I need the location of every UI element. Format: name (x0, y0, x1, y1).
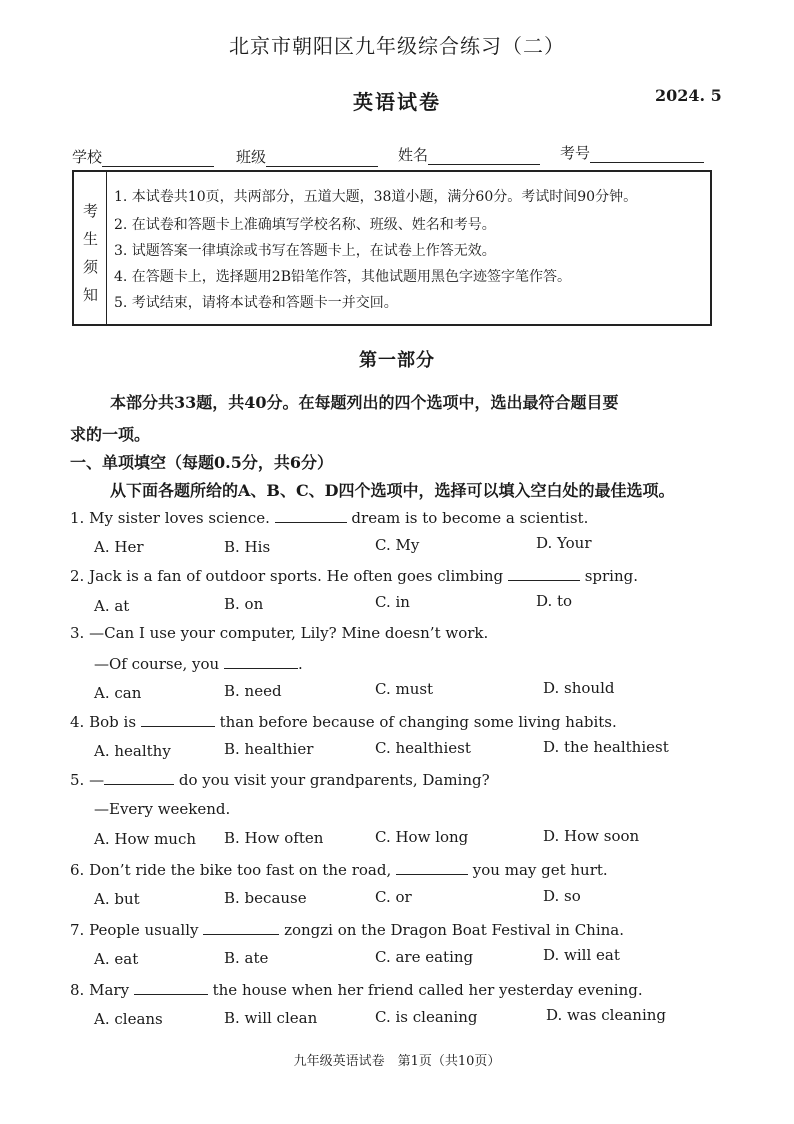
question-3-reply (94, 654, 303, 673)
question-number: 8. (70, 981, 85, 999)
option-c: C. or (375, 888, 412, 906)
question-text: dream is to become a scientist. (351, 509, 589, 527)
option-a: A. can (94, 684, 142, 702)
option-c: C. is cleaning (375, 1008, 478, 1026)
question-text: — (89, 771, 105, 789)
question-text: the house when her friend called her yesterday evening. (212, 981, 643, 999)
question-text: Mary (89, 981, 130, 999)
answer-blank (508, 566, 580, 581)
question-text: —Of course, you (94, 655, 220, 673)
notice-char: 知 (83, 286, 99, 304)
option-c: C. in (375, 593, 410, 611)
class-line (266, 165, 378, 167)
school-field (72, 146, 214, 167)
part-intro-line1: 本部分共33题，共40分。在每题列出的四个选项中，选出最符合题目要 (110, 393, 619, 412)
exam-date: 2024. 5 (655, 86, 722, 105)
notice-char: 生 (83, 230, 99, 248)
question-text: My sister loves science. (89, 509, 270, 527)
option-d: D. to (536, 592, 573, 610)
option-a: A. Her (94, 538, 144, 556)
question-number: 6. (70, 861, 85, 879)
notice-item: 4. 在答题卡上，选择题用2B铅笔作答，其他试题用黑色字迹签字笔作答。 (114, 269, 572, 285)
option-b: B. need (224, 682, 282, 700)
part-intro-line2: 求的一项。 (70, 425, 151, 444)
question-number: 4. (70, 713, 85, 731)
notice-item: 3. 试题答案一律填涂或书写在答题卡上，在试卷上作答无效。 (114, 243, 496, 259)
option-a: A. How much (94, 830, 197, 848)
question-7 (70, 920, 624, 939)
option-d: D. will eat (543, 946, 620, 964)
option-d: D. the healthiest (543, 738, 669, 756)
question-5-reply: —Every weekend. (94, 800, 231, 818)
answer-blank (224, 654, 298, 669)
question-3 (70, 624, 488, 642)
option-a: A. but (94, 890, 140, 908)
question-text: . (297, 655, 303, 673)
option-a: A. cleans (94, 1010, 163, 1028)
notice-char: 须 (83, 258, 99, 276)
question-6 (70, 860, 608, 879)
exam-no-label: 考号 (560, 144, 591, 162)
option-c: C. are eating (375, 948, 474, 966)
option-b: B. ate (224, 949, 269, 967)
question-text: Don’t ride the bike too fast on the road, (89, 861, 392, 879)
question-number: 1. (70, 509, 85, 527)
question-text: People usually (89, 921, 199, 939)
option-b: B. His (224, 538, 271, 556)
question-text: —Can I use your computer, Lily? Mine doesn’t work. (89, 624, 489, 642)
question-text: than before because of changing some living habits. (219, 713, 617, 731)
notice-item: 1. 本试卷共10页，共两部分，五道大题，38道小题，满分60分。考试时间90分钟。 (114, 189, 638, 205)
option-b: B. because (224, 889, 307, 907)
question-number: 5. (70, 771, 85, 789)
question-5 (70, 770, 490, 789)
answer-blank (396, 860, 468, 875)
question-text: zongzi on the Dragon Boat Festival in China. (284, 921, 625, 939)
option-b: B. healthier (224, 740, 314, 758)
answer-blank (203, 920, 279, 935)
section-instruction: 从下面各题所给的A、B、C、D四个选项中，选择可以填入空白处的最佳选项。 (110, 481, 675, 500)
part-heading: 第一部分 (359, 350, 435, 371)
section-title: 一、单项填空（每题0.5分，共6分） (70, 453, 333, 472)
option-d: D. should (543, 679, 615, 697)
question-number: 7. (70, 921, 85, 939)
question-8 (70, 980, 643, 999)
school-line (102, 165, 214, 167)
option-a: A. healthy (94, 742, 171, 760)
exam-title: 北京市朝阳区九年级综合练习（二） (229, 34, 565, 58)
question-text: Jack is a fan of outdoor sports. He often goes climbing (89, 567, 504, 585)
class-field (236, 146, 378, 167)
option-b: B. on (224, 595, 264, 613)
notice-char: 考 (83, 202, 99, 220)
question-number: 2. (70, 567, 85, 585)
answer-blank (275, 508, 347, 523)
option-d: D. Your (536, 534, 592, 552)
option-a: A. eat (94, 950, 139, 968)
answer-blank (104, 770, 174, 785)
question-1 (70, 508, 588, 527)
question-2 (70, 566, 638, 585)
option-b: B. How often (224, 829, 324, 847)
question-text: you may get hurt. (472, 861, 608, 879)
option-d: D. was cleaning (546, 1006, 667, 1024)
exam-subtitle: 英语试卷 (353, 90, 441, 114)
question-text: Bob is (89, 713, 137, 731)
notice-box (72, 170, 712, 326)
option-c: C. How long (375, 828, 469, 846)
question-text: do you visit your grandparents, Daming? (178, 771, 490, 789)
question-4 (70, 712, 617, 731)
option-d: D. so (543, 887, 581, 905)
notice-side-label (74, 172, 107, 324)
name-field (398, 144, 540, 165)
option-d: D. How soon (543, 827, 640, 845)
name-label: 姓名 (398, 146, 429, 164)
notice-item: 5. 考试结束，请将本试卷和答题卡一并交回。 (114, 295, 398, 311)
name-line (428, 163, 540, 165)
answer-blank (134, 980, 208, 995)
option-c: C. healthiest (375, 739, 471, 757)
notice-item: 2. 在试卷和答题卡上准确填写学校名称、班级、姓名和考号。 (114, 217, 496, 233)
question-text: spring. (584, 567, 639, 585)
page-footer: 九年级英语试卷 第1页（共10页） (293, 1054, 501, 1069)
question-number: 3. (70, 624, 85, 642)
class-label: 班级 (236, 148, 267, 166)
exam-no-line (590, 161, 704, 163)
answer-blank (141, 712, 215, 727)
exam-no-field (560, 142, 704, 163)
school-label: 学校 (72, 148, 103, 166)
option-b: B. will clean (224, 1009, 318, 1027)
option-c: C. must (375, 680, 434, 698)
option-c: C. My (375, 536, 420, 554)
option-a: A. at (94, 597, 130, 615)
